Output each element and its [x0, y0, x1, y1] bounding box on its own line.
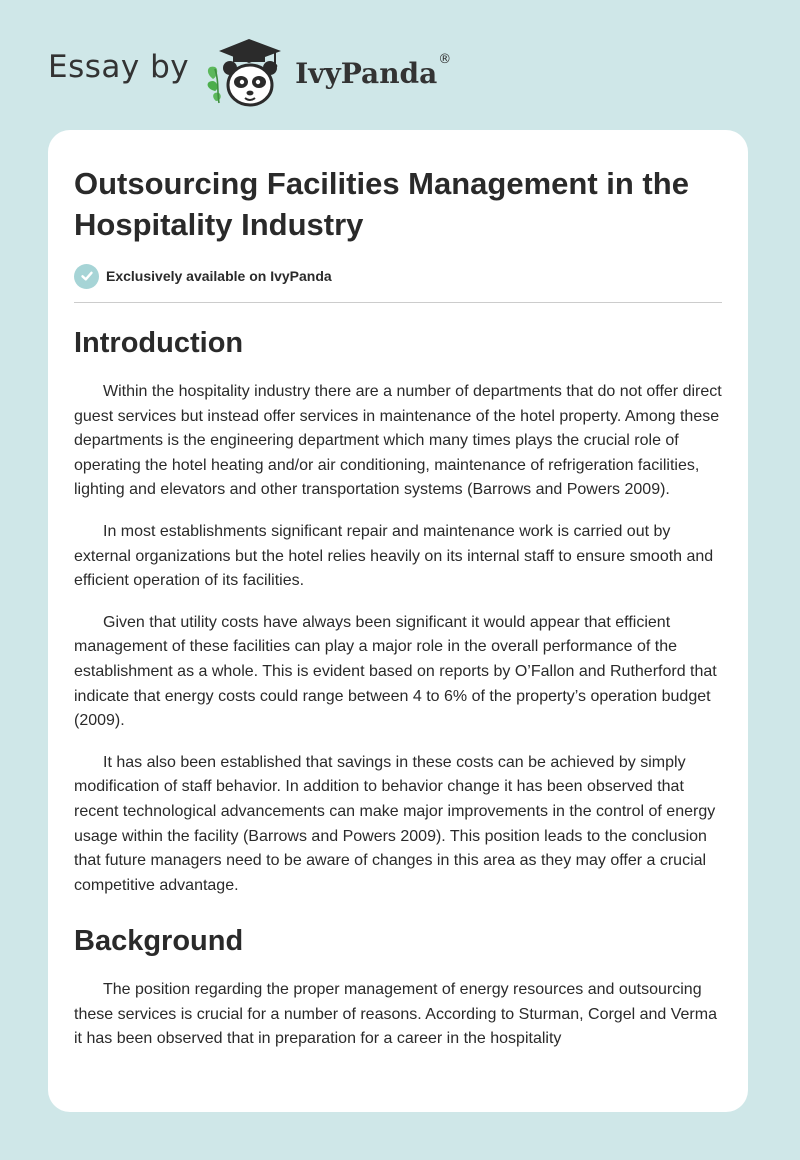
- essay-card: [48, 130, 748, 1112]
- divider: [74, 302, 722, 303]
- exclusive-badge: [74, 263, 724, 289]
- section-heading-background: Background: [74, 925, 244, 958]
- section-heading-introduction: Introduction: [74, 327, 244, 359]
- essay-by-label: Essay by: [48, 49, 190, 85]
- paragraph: Given that utility costs have always been significant it would appear that efficient management of these facilities can play a major role in the overall performance of the establishment as a whole. This is evident based on reports by O’Fallon and Rutherford that indicate that energy costs could range between 4 to 6% of the property’s operation budget (2009).: [74, 613, 717, 730]
- paragraph: The position regarding the proper management of energy resources and outsourcing these services is crucial for a number of reasons. According to Sturman, Corgel and Verma it has been observed that in preparation for a career in the hospitality: [74, 981, 717, 1048]
- brand-name: IvyPanda: [295, 56, 438, 90]
- paragraph: In most establishments significant repair and maintenance work is carried out by external organizations but the hotel relies heavily on its internal staff to ensure smooth and efficient operation of its facilities.: [74, 522, 714, 590]
- check-circle-icon: [74, 264, 99, 289]
- site-header: [48, 28, 451, 118]
- essay-title: Outsourcing Facilities Management in the Hospitality Industry: [74, 166, 689, 242]
- exclusive-label: Exclusively available on IvyPanda: [106, 268, 332, 284]
- paragraph: It has also been established that savings in these costs can be achieved by simply modification of staff behavior. In addition to behavior change it has been observed that recent technological advancements can make major improvements in the control of energy usage within the facility (Barrows and Powers 2009). This position leads to the conclusion that future managers need to be aware of changes in this area as they may offer a crucial competitive advantage.: [74, 753, 716, 894]
- paragraph: Within the hospitality industry there are a number of departments that do not offer direct guest services but instead offer services in maintenance of the hotel property. Among these departments is the engineering department which many times plays the crucial role of operating the hotel heating and/or air conditioning, maintenance of refrigeration facilities, lighting and elevators and other transportation systems (Barrows and Powers 2009).: [74, 383, 722, 499]
- panda-graduate-logo-icon[interactable]: [203, 35, 289, 111]
- registered-trademark-mark: ®: [438, 51, 452, 67]
- essay-content: [74, 163, 724, 1052]
